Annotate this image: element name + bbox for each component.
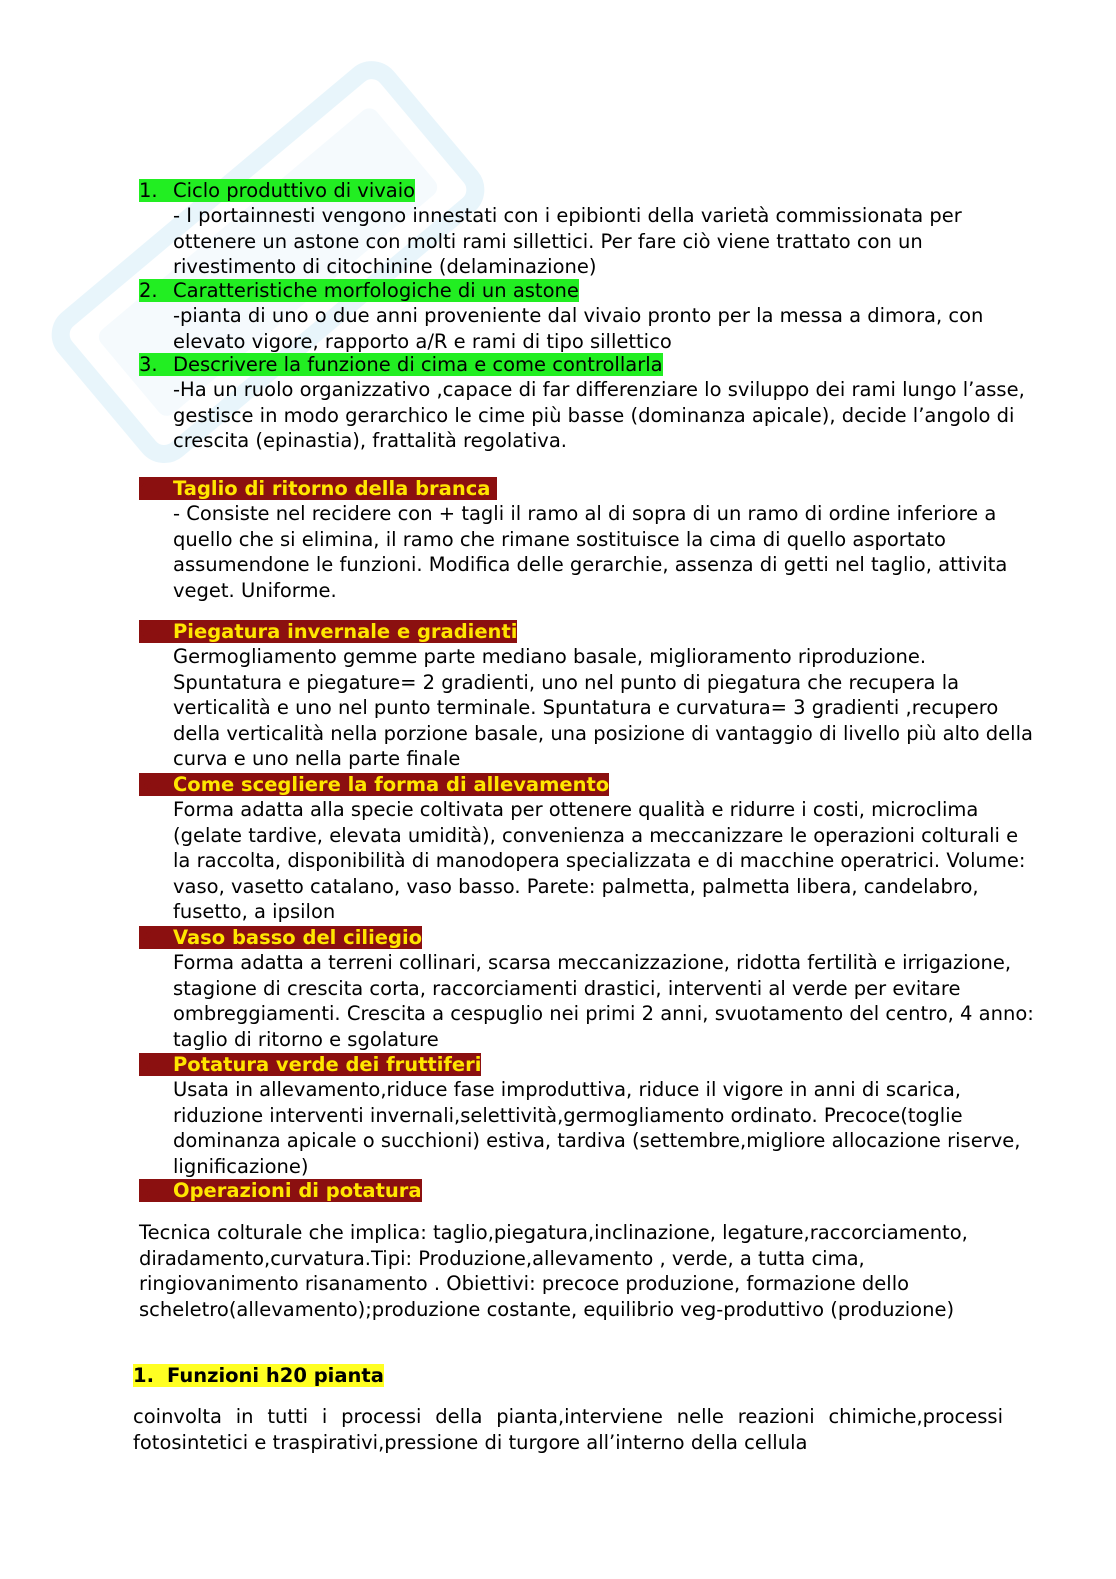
- question-3: [139, 352, 1039, 454]
- question-6: [139, 772, 1039, 925]
- question-5-heading: 5. Piegatura invernale e gradienti: [139, 620, 518, 643]
- question-3-answer: -Ha un ruolo organizzativo ,capace di far differenziare lo sviluppo dei rami lungo l’asse, gestisce in modo gerarchico le cime più basse (dominanza apicale), decide l’angolo di crescita (epinastia), frattalità regolativa.: [173, 378, 1025, 453]
- question-1: [139, 178, 1039, 280]
- question-1-answer: - I portainnesti vengono innestati con i epibionti della varietà commissionata per ottenere un astone con molti rami sillettici. Per fare ciò viene trattato con un rivestimento di citochinine (delaminazione): [173, 204, 962, 279]
- question-8-heading: 8. Potatura verde dei fruttiferi: [139, 1053, 482, 1076]
- section2-heading: 1. Funzioni h20 pianta: [133, 1364, 384, 1387]
- operazioni-paragraph: Tecnica colturale che implica: taglio,piegatura,inclinazione, legature,raccorciamento, diradamento,curvatura.Tipi: Produzione,allevamento , verde, a tutta cima, ringiovanimento risanamento . Obiettivi: precoce produzione, formazione dello scheletro(allevamento);produzione costante, equilibrio veg-produttivo (produzione): [139, 1221, 968, 1321]
- question-6-answer: Forma adatta alla specie coltivata per ottenere qualità e ridurre i costi, microclima (gelate tardive, elevata umidità), convenienza a meccanizzare le operazioni colturali e la raccolta, disponibilità di manodopera specializzata e di macchine operatrici. Volume: vaso, vasetto catalano, vaso basso. Parete: palmetta, palmetta libera, candelabro, fusetto, a ipsilon: [173, 798, 1026, 924]
- question-5-answer: Germogliamento gemme parte mediano basale, miglioramento riproduzione. Spuntatura e piegature= 2 gradienti, uno nel punto di piegatura che recupera la verticalità e uno nel punto terminale. Spuntatura e curvatura= 3 gradienti ,recupero della verticalità nella porzione basale, una posizione di vantaggio di livello più alto della curva e uno nella parte finale: [173, 645, 1033, 771]
- question-6-heading: 6. Come scegliere la forma di allevamento: [139, 773, 610, 796]
- question-9-heading: 9. Operazioni di potatura: [139, 1179, 422, 1202]
- question-4-answer: - Consiste nel recidere con + tagli il ramo al di sopra di un ramo di ordine inferiore a quello che si elimina, il ramo che rimane sostituisce la cima di quello asportato assumendone le funzioni. Modifica delle gerarchie, assenza di getti nel taglio, attivita veget. Uniforme.: [173, 502, 1008, 602]
- question-2-heading: 2. Caratteristiche morfologiche di un astone: [139, 279, 579, 302]
- question-7-answer: Forma adatta a terreni collinari, scarsa meccanizzazione, ridotta fertilità e irrigazione, stagione di crescita corta, raccorciamenti drastici, interventi al verde per evitare ombreggiamenti. Crescita a cespuglio nei primi 2 anni, svuotamento del centro, 4 anno: taglio di ritorno e sgolature: [173, 951, 1034, 1051]
- section2-answer: coinvolta in tutti i processi della pianta,interviene nelle reazioni chimiche,processi fotosintetici e traspirativi,pressione di turgore all’interno della cellula: [133, 1405, 1003, 1454]
- question-9: [139, 1178, 1039, 1203]
- section2-question-1: [133, 1363, 1033, 1388]
- question-8: [139, 1052, 1039, 1179]
- question-2: [139, 278, 1039, 354]
- question-7-heading: 7. Vaso basso del ciliegio: [139, 926, 423, 949]
- question-3-heading: 3. Descrivere la funzione di cima e come controllarla: [139, 353, 663, 376]
- question-1-heading: 1. Ciclo produttivo di vivaio: [139, 179, 416, 202]
- question-5: [139, 619, 1039, 772]
- question-2-answer: -pianta di uno o due anni proveniente dal vivaio pronto per la messa a dimora, con elevato vigore, rapporto a/R e rami di tipo sillettico: [173, 304, 984, 353]
- question-8-answer: Usata in allevamento,riduce fase improduttiva, riduce il vigore in anni di scarica, riduzione interventi invernali,selettività,germogliamento ordinato. Precoce(toglie dominanza apicale o succhioni) estiva, tardiva (settembre,migliore allocazione riserve, lignificazione): [173, 1078, 1021, 1178]
- question-4-heading: 4. Taglio di ritorno della branca: [139, 477, 497, 500]
- question-4: [139, 476, 1039, 603]
- question-7: [139, 925, 1039, 1052]
